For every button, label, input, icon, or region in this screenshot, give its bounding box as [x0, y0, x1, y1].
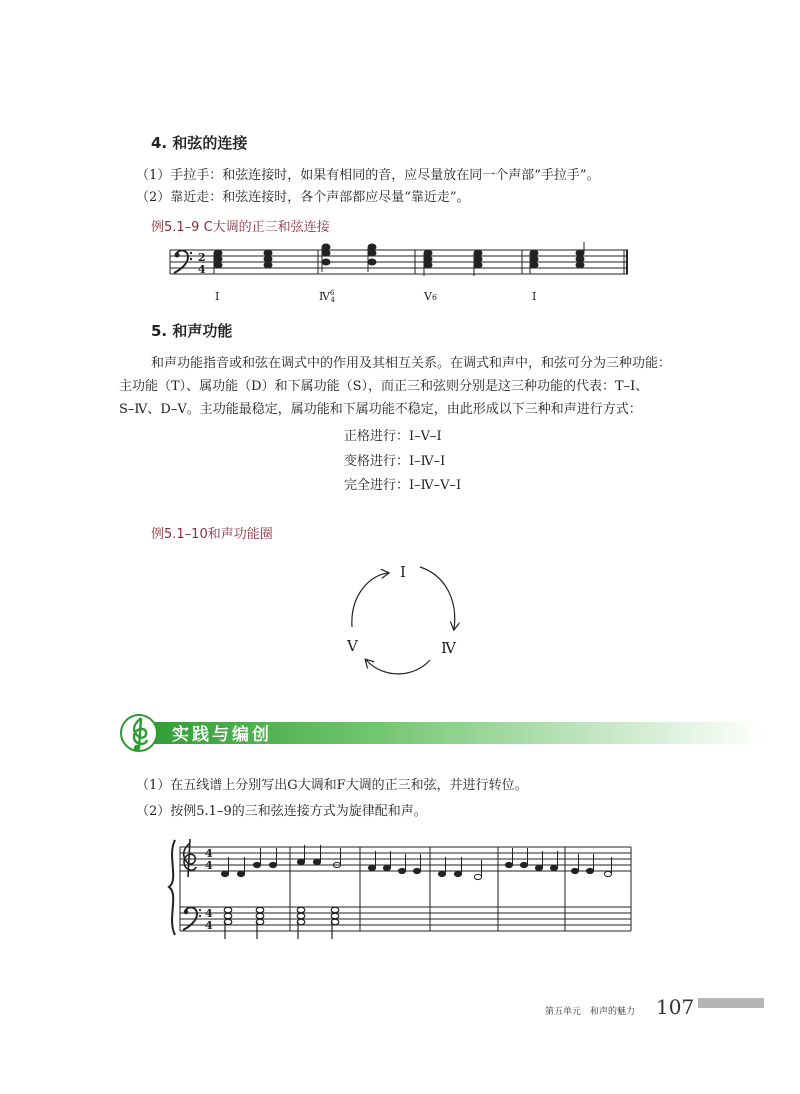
- progression-complete: 完全进行：Ⅰ–Ⅳ–Ⅴ–Ⅰ: [344, 478, 462, 493]
- section-4-item-2: （2）靠近走：和弦连接时，各个声部都应尽量“靠近走”。: [136, 190, 470, 205]
- circle-label-iv: Ⅳ: [441, 639, 456, 657]
- practice-banner-title: 实践与编创: [172, 725, 272, 745]
- chord-label-5: [424, 290, 437, 303]
- svg-text:4: 4: [205, 847, 213, 860]
- circle-label-v: Ⅴ: [347, 637, 358, 655]
- para-line: S–Ⅳ、D–Ⅴ。主功能最稳定，属功能和下属功能不稳定，由此形成以下三种和声进行方式：: [119, 402, 642, 417]
- bass-staff-example: [150, 242, 630, 282]
- progression-plagal: 变格进行：Ⅰ–Ⅳ–Ⅰ: [344, 454, 446, 469]
- chord-label-4: [319, 290, 339, 303]
- section-4-heading: 4. 和弦的连接: [151, 134, 248, 152]
- practice-item-1: （1）在五线谱上分别写出G大调和F大调的正三和弦，并进行转位。: [136, 778, 528, 793]
- circle-label-i: Ⅰ: [400, 563, 406, 581]
- brace-icon: [169, 840, 175, 935]
- para-line: 主功能（T）、属功能（D）和下属功能（S），而正三和弦则分别是这三种功能的代表：T–Ⅰ、: [119, 379, 649, 394]
- chord-label-1-final: Ⅰ: [532, 290, 537, 303]
- section-5-heading: 5. 和声功能: [151, 322, 233, 340]
- svg-text:4: 4: [205, 859, 213, 872]
- page-number: 107: [656, 995, 695, 1019]
- footer-bar: [698, 998, 764, 1008]
- progression-authentic: 正格进行：Ⅰ–Ⅴ–Ⅰ: [344, 429, 442, 444]
- footer-unit-title: 第五单元 和声的魅力: [545, 1007, 636, 1017]
- chord-label-5-suffix: 6: [431, 293, 438, 302]
- chord-label-4-roman: Ⅳ: [319, 290, 330, 303]
- section-5-paragraph: [119, 352, 679, 421]
- grand-staff-exercise: [165, 835, 635, 945]
- svg-text:4: 4: [205, 919, 213, 932]
- svg-text:2: 2: [198, 251, 206, 264]
- arrow-v-to-i: [352, 573, 388, 627]
- arrow-iv-to-v: [366, 660, 430, 674]
- example-5-1-9-title: 例5.1–9 C大调的正三和弦连接: [151, 220, 330, 235]
- chord-label-5-roman: Ⅴ: [424, 290, 432, 303]
- chord-label-4-sub: 4: [330, 296, 335, 304]
- svg-text:4: 4: [198, 263, 206, 276]
- section-4-item-1: （1）手拉手：和弦连接时，如果有相同的音，应尽量放在同一个声部“手拉手”。: [136, 168, 600, 183]
- example-5-1-10-title: 例5.1–10和声功能圈: [151, 527, 273, 542]
- chord-label-1: Ⅰ: [215, 290, 220, 303]
- svg-text:4: 4: [205, 907, 213, 920]
- function-circle-diagram: [330, 555, 480, 685]
- arrow-i-to-iv: [420, 567, 455, 629]
- para-line: 和声功能指音或和弦在调式中的作用及其相互关系。在调式和声中，和弦可分为三种功能：: [151, 356, 672, 371]
- practice-item-2: （2）按例5.1–9的三和弦连接方式为旋律配和声。: [136, 804, 427, 819]
- chord-label-4-sup: 6: [330, 289, 335, 297]
